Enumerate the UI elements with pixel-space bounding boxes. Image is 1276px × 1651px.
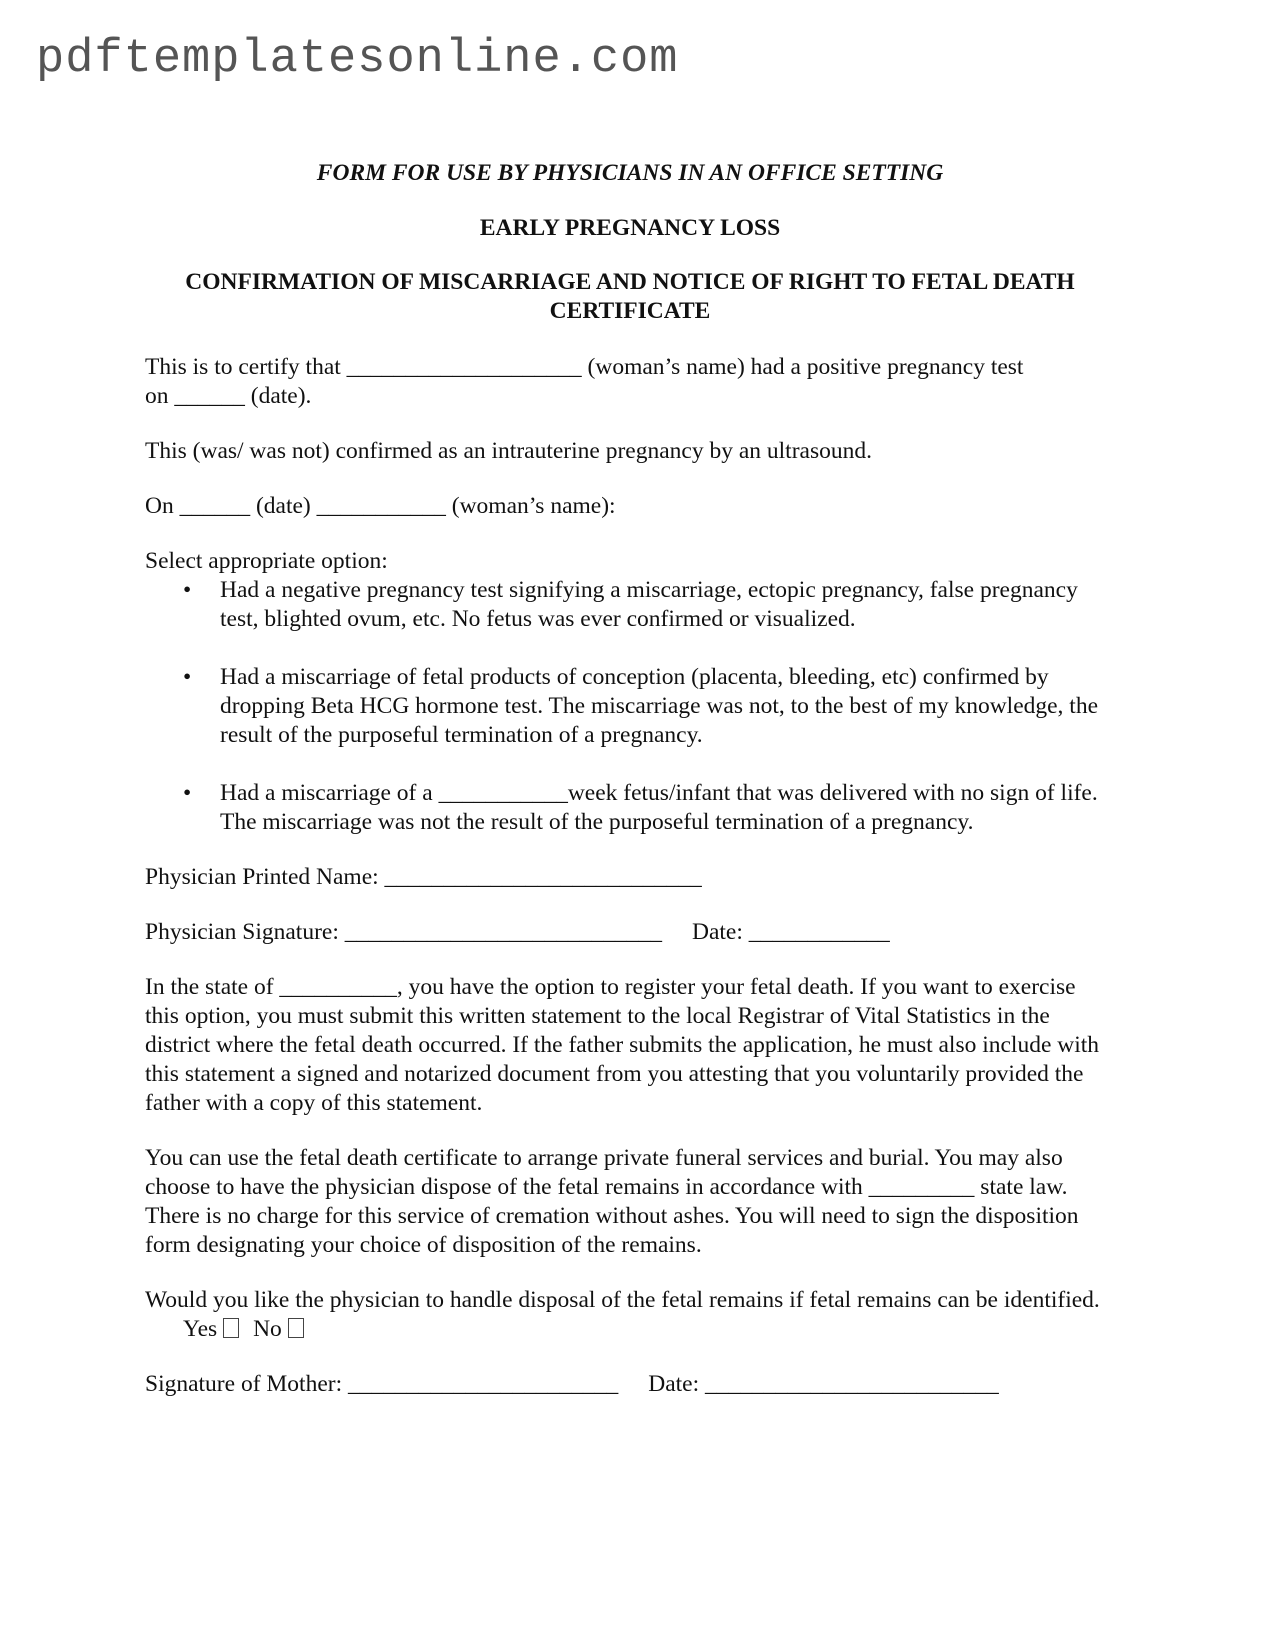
mother-date-field[interactable]: Date: _________________________ [648, 1371, 999, 1397]
option-item [145, 663, 1115, 750]
form-title: EARLY PREGNANCY LOSS [479, 215, 781, 241]
physician-printed-name-field[interactable]: Physician Printed Name: ___________________________ [145, 864, 702, 890]
option-text: Had a miscarriage of a ___________week fetus/infant that was delivered with no sign of life. The miscarriage was not the result of the purposeful termination of a pregnancy. [220, 780, 1098, 835]
disposal-question [145, 1286, 1115, 1344]
physician-signature-field[interactable]: Physician Signature: ___________________________ [145, 919, 662, 945]
ultrasound-statement: This (was/ was not) confirmed as an intrauterine pregnancy by an ultrasound. [145, 438, 872, 464]
yes-label: Yes [183, 1316, 218, 1342]
option-item [145, 576, 1115, 634]
physician-date-field[interactable]: Date: ____________ [691, 919, 890, 945]
bullet-icon: • [183, 577, 192, 603]
no-checkbox[interactable] [288, 1318, 304, 1338]
option-text: Had a miscarriage of fetal products of conception (placenta, bleeding, etc) confirmed by dropping Beta HCG hormone test. The miscarriage was not, to the best of my knowledge, the result of the purposeful termination of a pregnancy. [220, 664, 1099, 748]
form-subtitle: FORM FOR USE BY PHYSICIANS IN AN OFFICE SETTING [316, 160, 944, 186]
select-option-label: Select appropriate option: [145, 548, 388, 574]
physician-signature-row [145, 918, 1115, 947]
mother-signature-field[interactable]: Signature of Mother: _______________________ [145, 1371, 619, 1397]
yes-checkbox[interactable] [223, 1318, 239, 1338]
no-label: No [253, 1316, 282, 1342]
funeral-paragraph: You can use the fetal death certificate to arrange private funeral services and burial. You may also choose to have the physician dispose of the fetal remains in accordance with _________ state law. There is no charge for this service of cremation without ashes. You will need to sign the disposition form designating your choice of disposition of the remains. [145, 1145, 1079, 1258]
option-list [145, 576, 1115, 837]
bullet-icon: • [183, 664, 192, 690]
certify-line-1: This is to certify that ____________________ (woman’s name) had a positive pregnancy test [145, 354, 1024, 380]
bullet-icon: • [183, 780, 192, 806]
option-item [145, 779, 1115, 837]
watermark: pdftemplatesonline.com [36, 33, 679, 86]
state-registration-paragraph: In the state of __________, you have the option to register your fetal death. If you want to exercise this option, you must submit this written statement to the local Registrar of Vital Statistics in the district where the fetal death occurred. If the father submits the application, he must also include with this statement a signed and notarized document from you attesting that you voluntarily provided the father with a copy of this statement. [145, 974, 1100, 1116]
mother-signature-row [145, 1370, 1115, 1399]
option-text: Had a negative pregnancy test signifying a miscarriage, ectopic pregnancy, false pregnancy test, blighted ovum, etc. No fetus was ever confirmed or visualized. [220, 577, 1078, 632]
certify-line-2: on ______ (date). [145, 383, 312, 409]
form-document [145, 158, 1115, 1399]
on-date-line: On ______ (date) ___________ (woman’s name): [145, 493, 616, 519]
disposal-question-text: Would you like the physician to handle disposal of the fetal remains if fetal remains can be identified. [145, 1287, 1100, 1313]
form-heading: CONFIRMATION OF MISCARRIAGE AND NOTICE OF RIGHT TO FETAL DEATH CERTIFICATE [185, 269, 1075, 324]
